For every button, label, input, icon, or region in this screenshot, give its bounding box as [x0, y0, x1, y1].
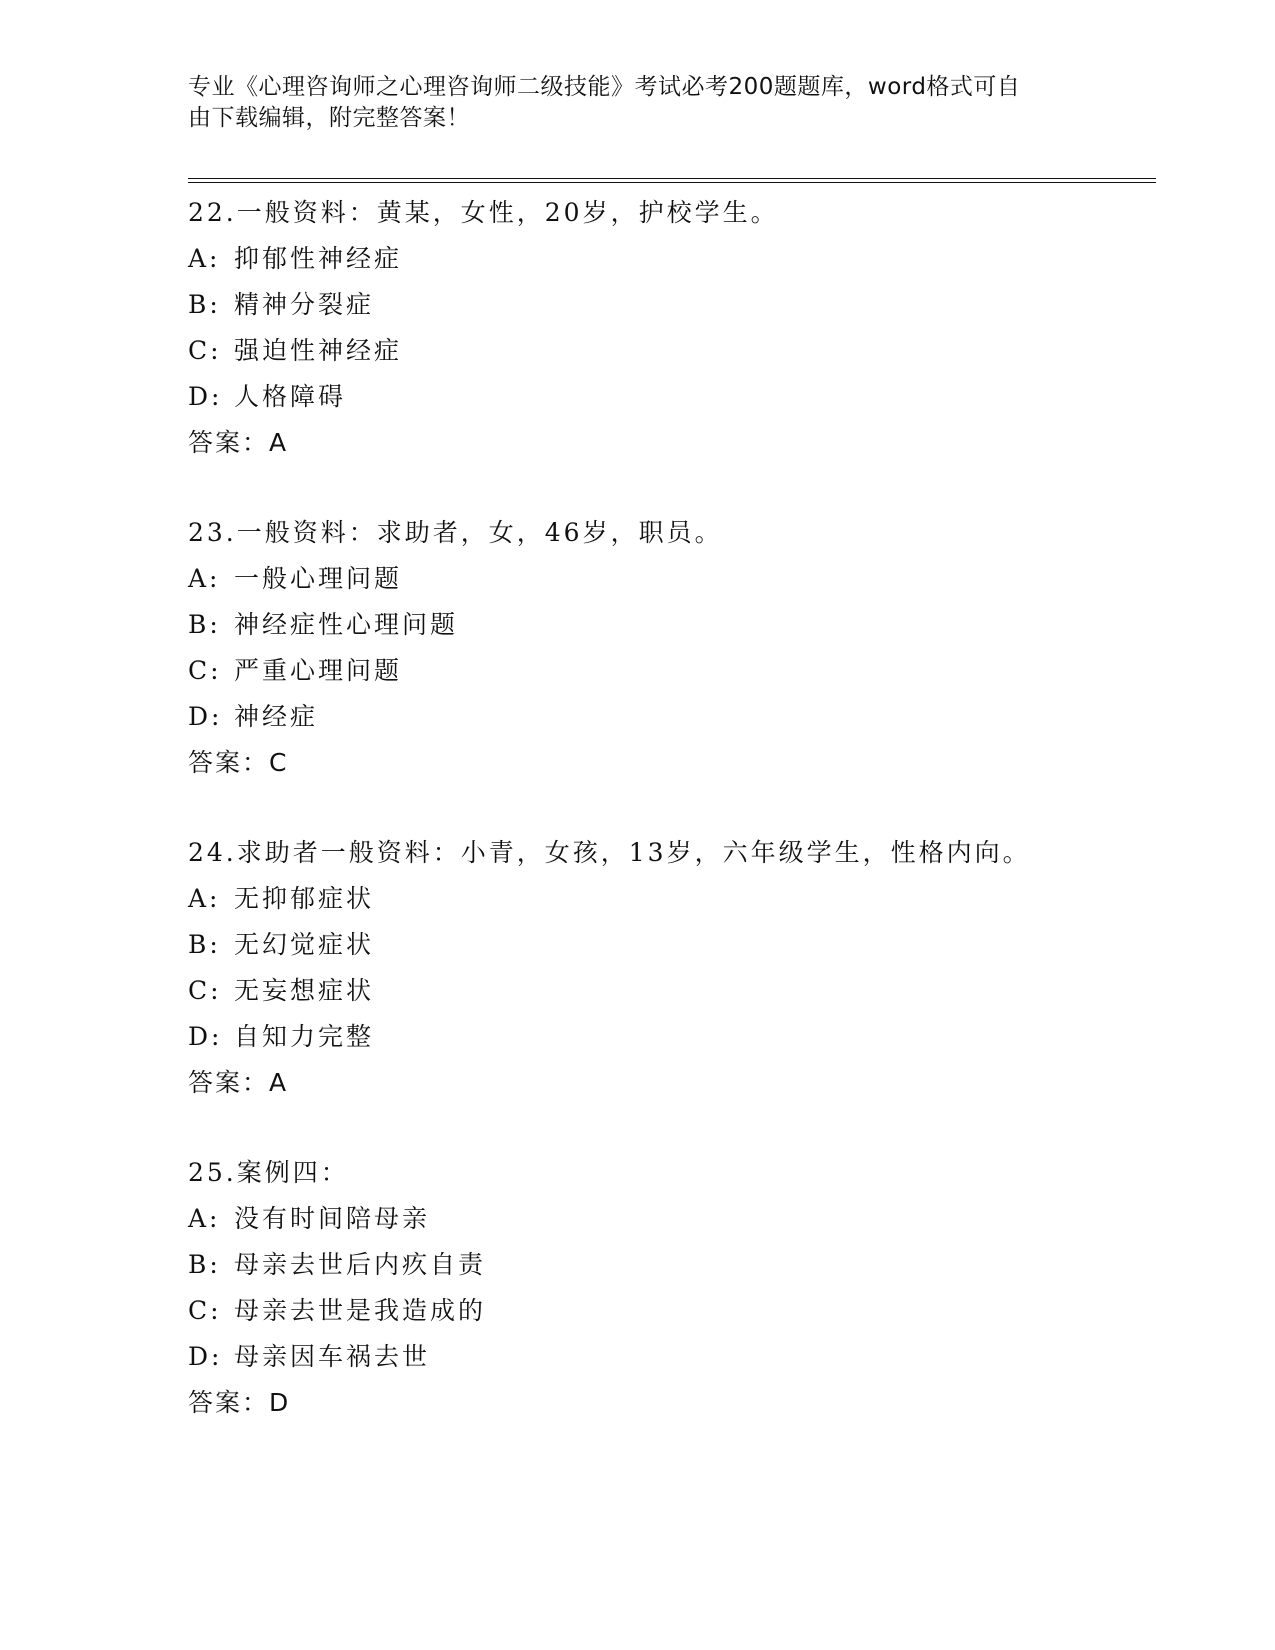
- option-letter: B:: [188, 1250, 221, 1279]
- option-letter: A:: [188, 244, 221, 273]
- option-a: [188, 236, 1148, 282]
- option-letter: C:: [188, 656, 222, 685]
- question-stem: 22.一般资料：黄某，女性，20岁，护校学生。: [188, 198, 779, 227]
- option-d: [188, 694, 1148, 740]
- option-c: [188, 1288, 1148, 1334]
- option-letter: D:: [188, 1022, 223, 1051]
- answer-line: 答案：A: [188, 428, 289, 457]
- option-text: 强迫性神经症: [234, 336, 403, 365]
- question-stem: 24.求助者一般资料：小青，女孩，13岁，六年级学生，性格内向。: [188, 838, 1031, 867]
- option-text: 母亲因车祸去世: [234, 1342, 431, 1371]
- option-a: [188, 1196, 1148, 1242]
- option-letter: A:: [188, 1204, 221, 1233]
- option-d: [188, 1014, 1148, 1060]
- option-b: [188, 1242, 1148, 1288]
- option-a: [188, 556, 1148, 602]
- answer-line: 答案：C: [188, 748, 289, 777]
- option-letter: C:: [188, 336, 222, 365]
- answer-line: 答案：D: [188, 1388, 291, 1417]
- option-text: 无妄想症状: [234, 976, 375, 1005]
- question-block: [188, 830, 1148, 1106]
- option-c: [188, 648, 1148, 694]
- option-text: 无抑郁症状: [234, 884, 375, 913]
- option-c: [188, 328, 1148, 374]
- option-text: 严重心理问题: [234, 656, 403, 685]
- option-text: 神经症: [234, 702, 319, 731]
- question-stem: 23.一般资料：求助者，女，46岁，职员。: [188, 518, 723, 547]
- option-d: [188, 1334, 1148, 1380]
- question-stem: 25.案例四：: [188, 1158, 349, 1187]
- question-block: [188, 1150, 1148, 1426]
- option-letter: C:: [188, 1296, 222, 1325]
- option-text: 没有时间陪母亲: [234, 1204, 431, 1233]
- option-letter: B:: [188, 610, 221, 639]
- option-letter: D:: [188, 702, 223, 731]
- question-block: [188, 510, 1148, 786]
- option-letter: D:: [188, 1342, 223, 1371]
- option-text: 一般心理问题: [234, 564, 403, 593]
- option-b: [188, 602, 1148, 648]
- question-block: [188, 190, 1148, 466]
- header-line-1: 专业《心理咨询师之心理咨询师二级技能》考试必考200题题库，word格式可自: [188, 74, 1021, 100]
- option-b: [188, 922, 1148, 968]
- header-divider-top: [188, 178, 1156, 179]
- option-letter: B:: [188, 290, 221, 319]
- option-text: 抑郁性神经症: [234, 244, 403, 273]
- option-letter: A:: [188, 564, 221, 593]
- option-d: [188, 374, 1148, 420]
- option-a: [188, 876, 1148, 922]
- option-b: [188, 282, 1148, 328]
- option-letter: D:: [188, 382, 223, 411]
- option-text: 人格障碍: [234, 382, 347, 411]
- option-letter: A:: [188, 884, 221, 913]
- header-line-2: 由下载编辑，附完整答案！: [188, 105, 470, 131]
- option-text: 精神分裂症: [234, 290, 375, 319]
- option-text: 自知力完整: [234, 1022, 375, 1051]
- option-c: [188, 968, 1148, 1014]
- option-text: 母亲去世后内疚自责: [234, 1250, 487, 1279]
- option-letter: C:: [188, 976, 222, 1005]
- header-divider-bottom: [188, 182, 1156, 183]
- option-text: 无幻觉症状: [234, 930, 375, 959]
- answer-line: 答案：A: [188, 1068, 289, 1097]
- option-text: 母亲去世是我造成的: [234, 1296, 487, 1325]
- option-letter: B:: [188, 930, 221, 959]
- document-header: [188, 72, 1068, 134]
- option-text: 神经症性心理问题: [234, 610, 459, 639]
